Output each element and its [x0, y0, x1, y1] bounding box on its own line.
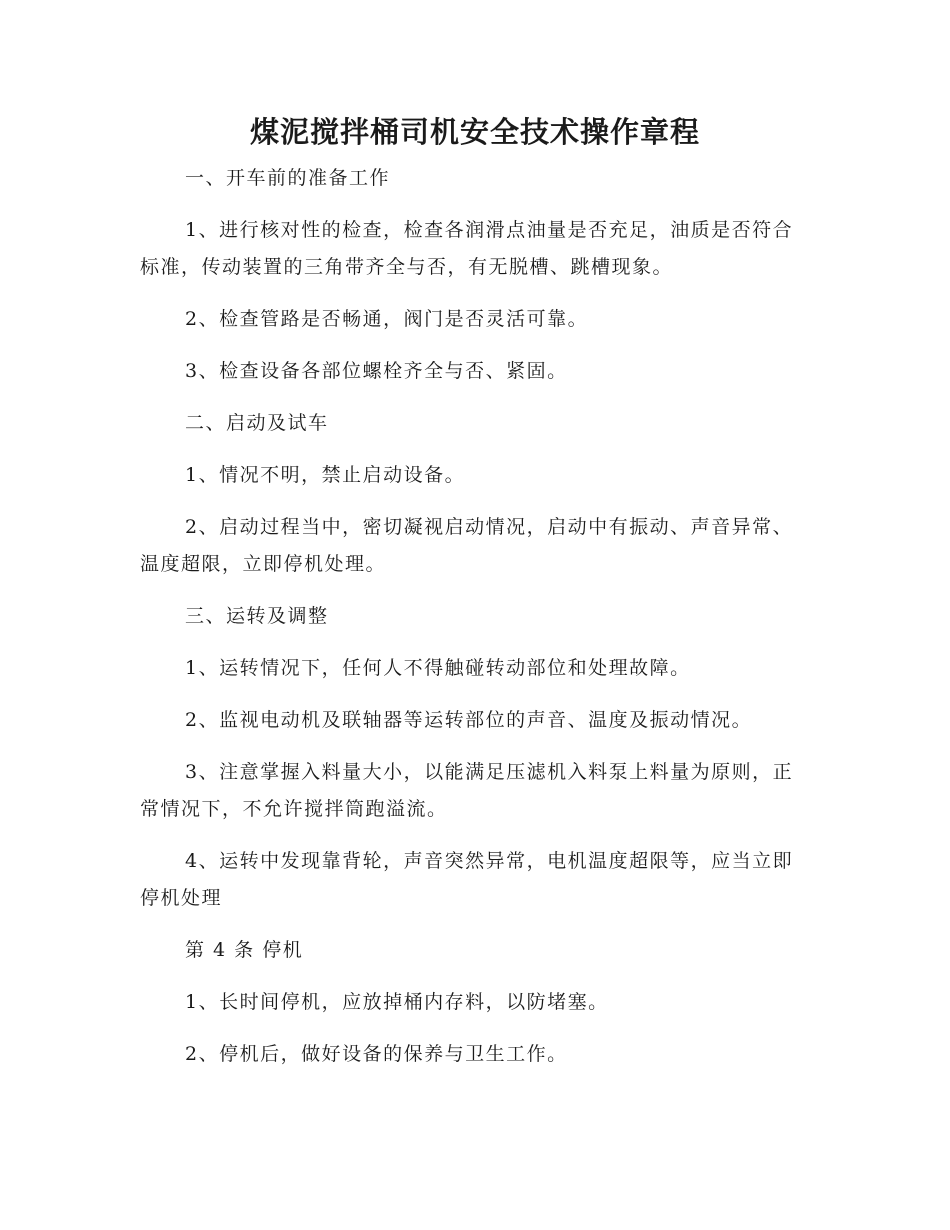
paragraph: 3、注意掌握入料量大小，以能满足压滤机入料泵上料量为原则，正常情况下，不允许搅拌筒跑溢流。 — [140, 761, 794, 820]
section-heading-prestart: 一、开车前的准备工作 — [185, 167, 391, 189]
paragraph: 1、运转情况下，任何人不得触碰转动部位和处理故障。 — [185, 657, 691, 679]
section-heading-startup: 二、启动及试车 — [185, 412, 329, 434]
paragraph: 1、情况不明，禁止启动设备。 — [185, 464, 466, 486]
document-body — [140, 110, 810, 1088]
paragraph: 2、启动过程当中，密切凝视启动情况，启动中有振动、声音异常、温度超限，立即停机处理。 — [140, 516, 794, 575]
document-title: 煤泥搅拌桶司机安全技术操作章程 — [249, 115, 700, 149]
paragraph: 1、进行核对性的检查，检查各润滑点油量是否充足，油质是否符合标准，传动装置的三角带齐全与否，有无脱槽、跳槽现象。 — [140, 219, 794, 278]
paragraph: 4、运转中发现靠背轮，声音突然异常，电机温度超限等，应当立即停机处理 — [140, 850, 794, 909]
section-heading-operation: 三、运转及调整 — [185, 605, 329, 627]
paragraph: 2、检查管路是否畅通，阀门是否灵活可靠。 — [185, 308, 589, 330]
paragraph: 3、检查设备各部位螺栓齐全与否、紧固。 — [185, 360, 568, 382]
paragraph: 1、长时间停机，应放掉桶内存料，以防堵塞。 — [185, 991, 609, 1013]
paragraph: 2、监视电动机及联轴器等运转部位的声音、温度及振动情况。 — [185, 709, 753, 731]
paragraph: 2、停机后，做好设备的保养与卫生工作。 — [185, 1043, 568, 1065]
section-heading-shutdown: 第 4 条 停机 — [185, 939, 304, 961]
